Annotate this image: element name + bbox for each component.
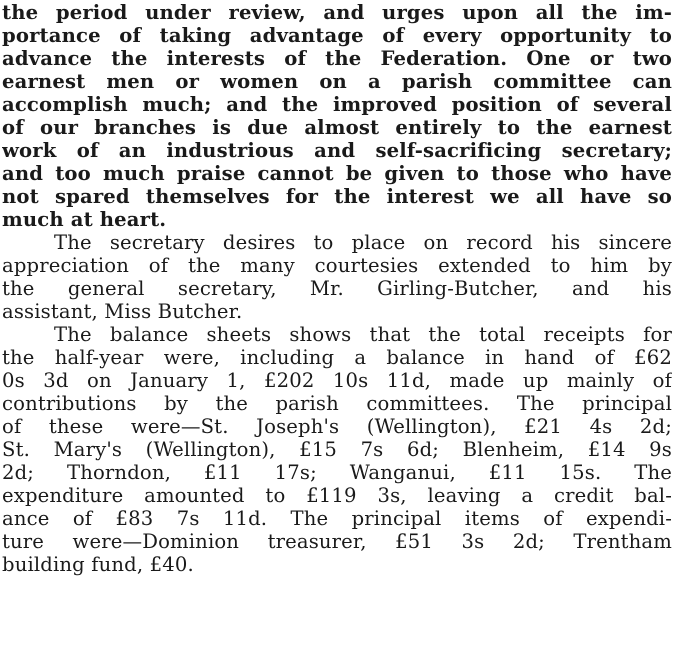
text-line: 2d; Thorndon, £11 17s; Wanganui, £11 15s. The — [2, 462, 672, 484]
text-line: the general secretary, Mr. Girling-Butcher, and his — [2, 278, 672, 300]
text-line: much at heart. — [2, 209, 167, 231]
text-line: accomplish much; and the improved position of several — [2, 94, 672, 116]
text-line: of these were—St. Joseph's (Wellington), £21 4s 2d; — [2, 416, 672, 438]
text-line: the half-year were, including a balance in hand of £62 — [2, 347, 672, 369]
text-line: portance of taking advantage of every opportunity to — [2, 25, 672, 47]
text-line: St. Mary's (Wellington), £15 7s 6d; Blenheim, £14 9s — [2, 439, 672, 461]
text-line: of our branches is due almost entirely to the earnest — [2, 117, 672, 139]
text-line: work of an industrious and self-sacrificing secretary; — [2, 140, 672, 162]
text-line: the period under review, and urges upon all the im- — [2, 2, 672, 24]
text-line: contributions by the parish committees. The principal — [2, 393, 672, 415]
text-line: appreciation of the many courtesies extended to him by — [2, 255, 672, 277]
text-line: and too much praise cannot be given to those who have — [2, 163, 672, 185]
text-line: building fund, £40. — [2, 554, 194, 576]
text-line: advance the interests of the Federation. One or two — [2, 48, 672, 70]
text-line: The secretary desires to place on record his sincere — [54, 232, 672, 254]
text-line: The balance sheets shows that the total receipts for — [54, 324, 672, 346]
text-line: ture were—Dominion treasurer, £51 3s 2d; Trentham — [2, 531, 672, 553]
text-line: ance of £83 7s 11d. The principal items of expendi- — [2, 508, 672, 530]
text-line: expenditure amounted to £119 3s, leaving a credit bal- — [2, 485, 672, 507]
text-line: earnest men or women on a parish committee can — [2, 71, 672, 93]
text-line: assistant, Miss Butcher. — [2, 301, 243, 323]
text-line: 0s 3d on January 1, £202 10s 11d, made up mainly of — [2, 370, 672, 392]
text-line: not spared themselves for the interest we all have so — [2, 186, 672, 208]
